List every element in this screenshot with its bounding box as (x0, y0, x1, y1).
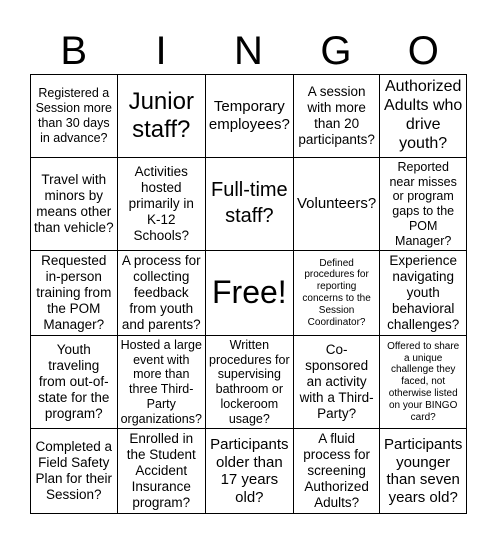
bingo-cell-r3c5[interactable]: Experience navigating youth behavioral challenges? (380, 251, 467, 336)
bingo-cell-r3c4[interactable]: Defined procedures for reporting concerns to the Session Coordinator? (294, 251, 381, 336)
bingo-cell-r2c1[interactable]: Travel with minors by means other than vehicle? (31, 158, 118, 252)
bingo-cell-r1c4[interactable]: A session with more than 20 participants? (294, 75, 381, 158)
bingo-cell-r3c2[interactable]: A process for collecting feedback from youth and parents? (118, 251, 206, 336)
header-letter-g: G (320, 29, 352, 73)
bingo-cell-r4c1[interactable]: Youth traveling from out-of-state for the program? (31, 336, 118, 430)
header-letter-n: N (234, 29, 263, 73)
bingo-cell-r4c4[interactable]: Co-sponsored an activity with a Third-Party? (294, 336, 381, 430)
bingo-cell-r1c1[interactable]: Registered a Session more than 30 days in advance? (31, 75, 118, 158)
bingo-cell-r2c3[interactable]: Full-time staff? (206, 158, 294, 252)
bingo-cell-r5c1[interactable]: Completed a Field Safety Plan for their Session? (31, 429, 118, 514)
header-letter-b: B (60, 29, 88, 73)
bingo-cell-r5c2[interactable]: Enrolled in the Student Accident Insurance program? (118, 429, 206, 514)
header-letter-i: I (155, 29, 167, 73)
bingo-cell-r5c3[interactable]: Participants older than 17 years old? (206, 429, 294, 514)
bingo-cell-r3c1[interactable]: Requested in-person training from the POM Manager? (31, 251, 118, 336)
bingo-cell-r4c5[interactable]: Offered to share a unique challenge they faced, not otherwise listed on your BINGO card? (380, 336, 467, 430)
bingo-header (30, 28, 467, 74)
bingo-cell-r2c5[interactable]: Reported near misses or program gaps to the POM Manager? (380, 158, 467, 252)
bingo-cell-r1c2[interactable]: Junior staff? (118, 75, 206, 158)
bingo-cell-r4c2[interactable]: Hosted a large event with more than three Third-Party organizations? (118, 336, 206, 430)
bingo-cell-r5c5[interactable]: Participants younger than seven years old? (380, 429, 467, 514)
bingo-cell-free[interactable]: Free! (206, 251, 294, 336)
bingo-cell-r1c3[interactable]: Temporary employees? (206, 75, 294, 158)
bingo-cell-r1c5[interactable]: Authorized Adults who drive youth? (380, 75, 467, 158)
bingo-board (30, 74, 467, 514)
bingo-cell-r2c2[interactable]: Activities hosted primarily in K-12 Schools? (118, 158, 206, 252)
header-letter-o: O (407, 29, 439, 73)
bingo-cell-r2c4[interactable]: Volunteers? (294, 158, 381, 252)
bingo-cell-r5c4[interactable]: A fluid process for screening Authorized Adults? (294, 429, 381, 514)
bingo-cell-r4c3[interactable]: Written procedures for supervising bathroom or lockeroom usage? (206, 336, 294, 430)
